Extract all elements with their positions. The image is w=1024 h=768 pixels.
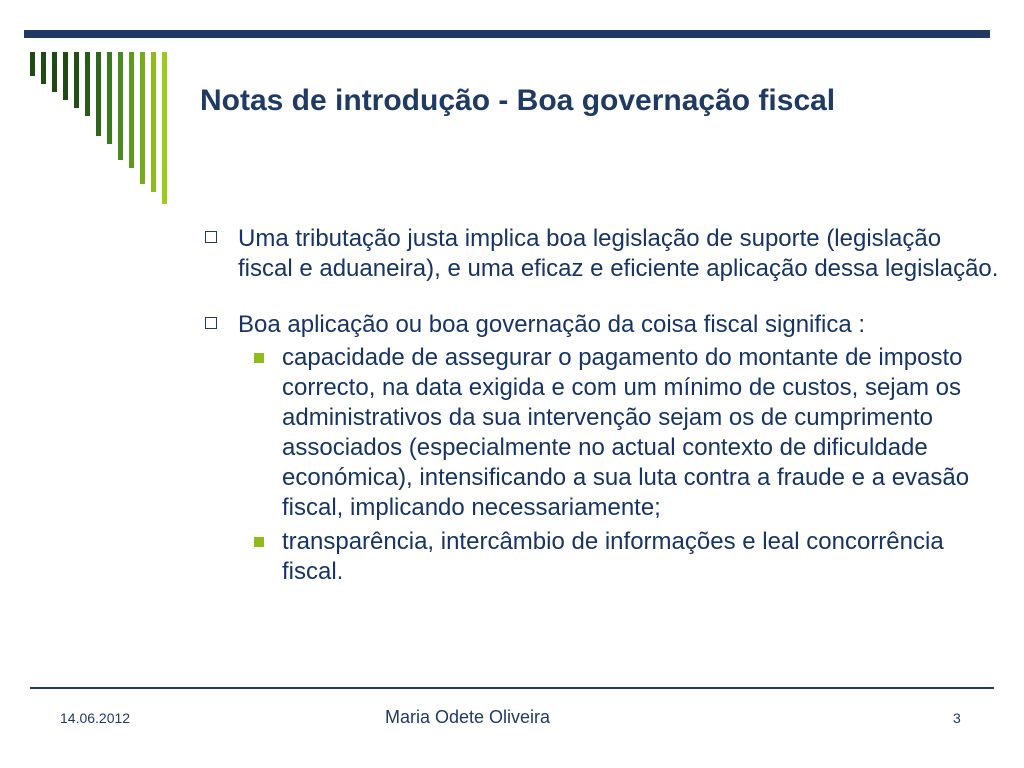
subbullet <box>238 343 1000 523</box>
stripe <box>129 52 134 168</box>
stripe <box>41 52 46 84</box>
stripe <box>140 52 145 184</box>
bullet <box>200 310 1000 340</box>
hollow-square-bullet-icon <box>205 231 217 243</box>
stripe <box>107 52 112 144</box>
subbullet-list <box>200 343 1000 587</box>
footer-author: Maria Odete Oliveira <box>385 707 551 727</box>
stripe <box>118 52 123 160</box>
subbullet <box>238 527 1000 587</box>
decorative-stripes <box>0 0 200 220</box>
stripe <box>52 52 57 92</box>
footer-date: 14.06.2012 <box>60 710 131 726</box>
filled-square-bullet-icon <box>254 353 264 363</box>
footer-rule <box>30 687 994 689</box>
slide-body <box>200 224 1000 591</box>
stripe <box>85 52 90 116</box>
subbullet-text: capacidade de assegurar o pagamento do montante de imposto correcto, na data exigida e com um mínimo de custos, sejam os administrativos da sua intervenção sejam os de cumprimento associados (especialmente no actual contexto de dificuldade económica), intensificando a sua luta contra a fraude e a evasão fiscal, implicando necessariamente; <box>282 344 970 521</box>
bullet-text: Boa aplicação ou boa governação da coisa fiscal significa : <box>238 311 866 338</box>
stripe <box>63 52 68 100</box>
page-number: 3 <box>953 710 961 726</box>
subbullet-text: transparência, intercâmbio de informações e leal concorrência fiscal. <box>282 528 944 585</box>
filled-square-bullet-icon <box>254 537 264 547</box>
bullet <box>200 224 1000 284</box>
stripe <box>74 52 79 108</box>
hollow-square-bullet-icon <box>205 317 217 329</box>
stripe <box>30 52 35 76</box>
stripe <box>96 52 101 136</box>
stripe <box>162 52 167 204</box>
stripe <box>151 52 156 192</box>
bullet-text: Uma tributação justa implica boa legislação de suporte (legislação fiscal e aduaneira), e uma eficaz e eficiente aplicação dessa legislação. <box>238 225 999 282</box>
slide-title: Notas de introdução - Boa governação fiscal <box>200 84 836 117</box>
